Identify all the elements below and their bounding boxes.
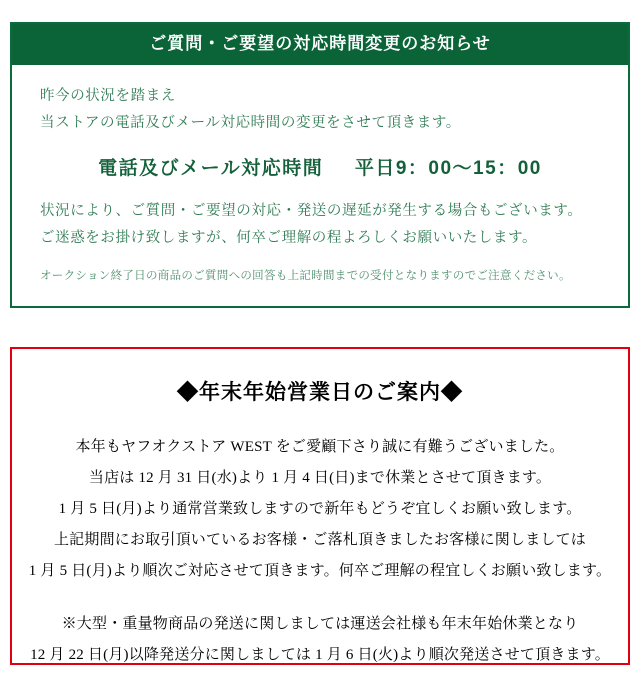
- notice-line: ※大型・重量物商品の発送に関しましては運送会社様も年末年始休業となり: [61, 616, 579, 633]
- operating-hours-notice: [10, 22, 630, 308]
- shipping-notice-group: [26, 609, 614, 671]
- notice-line: 昨今の状況を踏まえ: [40, 88, 176, 105]
- notice-line: 1 月 5 日(月)より通常営業致しますので新年もどうぞ宜しくお願い致します。: [58, 501, 582, 518]
- notice-footnote: オークション終了日の商品のご質問への回答も上記時間までの受付となりますのでご注意ください。: [40, 269, 571, 282]
- notice-line: ご迷惑をお掛け致しますが、何卒ご理解の程よろしくお願いいたします。: [40, 229, 538, 246]
- year-end-holiday-notice-body: [12, 432, 628, 671]
- support-hours-label: 電話及びメール対応時間: [98, 158, 324, 180]
- year-end-holiday-notice: [10, 347, 630, 665]
- notice-line: 1 月 5 日(月)より順次ご対応させて頂きます。何卒ご理解の程宜しくお願い致します。: [28, 563, 612, 580]
- notice-line: 当ストアの電話及びメール対応時間の変更をさせて頂きます。: [40, 115, 461, 132]
- support-hours-row: [40, 153, 600, 180]
- support-hours-value: 平日9：00〜15：00: [354, 158, 542, 180]
- operating-hours-notice-header: ご質問・ご要望の対応時間変更のお知らせ: [12, 24, 628, 65]
- notice-line: 12 月 22 日(月)以降発送分に関しましては 1 月 6 日(火)より順次発送させて頂きます。: [30, 647, 610, 664]
- notice-line: 本年もヤフオクストア WEST をご愛顧下さり誠に有難うございました。: [75, 439, 565, 455]
- notice-line: 状況により、ご質問・ご要望の対応・発送の遅延が発生する場合もございます。: [40, 203, 583, 220]
- notice-line: 上記期間にお取引頂いているお客様・ご落札頂きましたお客様に関しましては: [53, 532, 586, 549]
- operating-hours-notice-body: [12, 65, 628, 306]
- year-end-holiday-notice-title: ◆年末年始営業日のご案内◆: [177, 380, 463, 404]
- notice-line: 当店は 12 月 31 日(水)より 1 月 4 日(日)まで休業とさせて頂きます。: [88, 470, 552, 487]
